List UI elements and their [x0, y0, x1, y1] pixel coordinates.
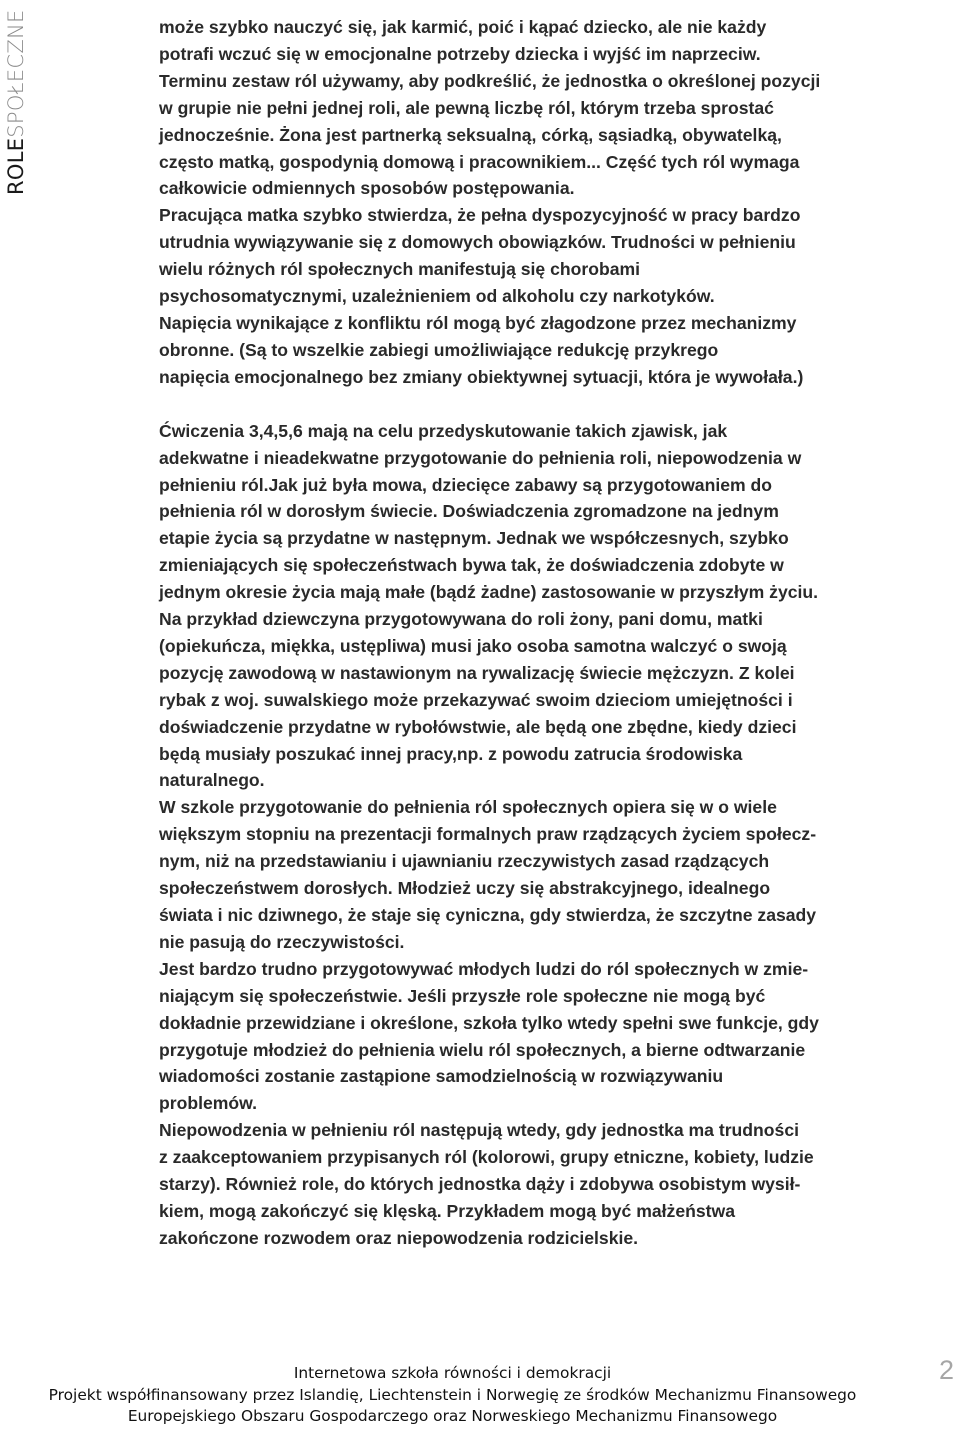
text-line: psychosomatycznymi, uzależnieniem od alkoholu czy narkotyków.: [159, 286, 715, 307]
text-line: Ćwiczenia 3,4,5,6 mają na celu przedyskutowanie takich zjawisk, jak: [159, 420, 728, 441]
text-line: pełnieniu ról.Jak już była mowa, dziecięce zabawy są przygotowaniem do: [159, 474, 773, 495]
text-line: większym stopniu na prezentacji formalnych praw rządzących życiem społecz-: [159, 824, 817, 845]
text-line: Napięcia wynikające z konfliktu ról mogą być złagodzone przez mechanizmy: [159, 312, 797, 333]
page-number: 2: [938, 1355, 954, 1385]
text-line: kiem, mogą zakończyć się klęską. Przykładem mogą być małżeństwa: [159, 1200, 735, 1221]
text-line: w grupie nie pełni jednej roli, ale pewną liczbę ról, którym trzeba sprostać: [159, 97, 774, 118]
page-footer: [0, 1363, 905, 1428]
text-line: Na przykład dziewczyna przygotowywana do roli żony, pani domu, matki: [159, 609, 763, 630]
text-line: etapie życia są przydatne w następnym. Jednak we współczesnych, szybko: [159, 528, 789, 549]
text-line: utrudnia wywiązywanie się z domowych obowiązków. Trudności w pełnieniu: [159, 232, 796, 253]
text-line: świata i nic dziwnego, że staje się cyniczna, gdy stwierdza, że szczytne zasady: [159, 905, 817, 925]
text-line: może szybko nauczyć się, jak karmić, poić i kąpać dziecko, ale nie każdy: [159, 17, 767, 37]
text-line: nie pasują do rzeczywistości.: [159, 931, 405, 952]
text-line: niającym się społeczeństwie. Jeśli przyszłe role społeczne nie mogą być: [159, 985, 766, 1006]
article-body: [159, 14, 945, 1252]
text-line: Niepowodzenia w pełnieniu ról następują wtedy, gdy jednostka ma trudności: [159, 1120, 799, 1141]
text-line: pozycję zawodową w nastawionym na rywalizację świecie mężczyzn. Z kolei: [159, 662, 795, 683]
text-line: nym, niż na przedstawianiu i ujawnianiu rzeczywistych zasad rządzących: [159, 851, 770, 872]
text-line: potrafi wczuć się w emocjonalne potrzeby dziecka i wyjść im naprzeciw.: [159, 43, 761, 64]
text-line: całkowicie odmiennych sposobów postępowania.: [159, 178, 575, 199]
text-line: zakończone rozwodem oraz niepowodzenia rodzicielskie.: [159, 1227, 639, 1248]
text-line: W szkole przygotowanie do pełnienia ról społecznych opiera się w o wiele: [159, 797, 777, 818]
text-line: (opiekuńcza, miękka, ustępliwa) musi jako osoba samotna walczyć o swoją: [159, 635, 787, 656]
text-line: Jest bardzo trudno przygotowywać młodych ludzi do ról społecznych w zmie-: [159, 958, 809, 979]
text-line: obronne. (Są to wszelkie zabiegi umożliwiające redukcję przykrego: [159, 339, 719, 360]
text-line: Pracująca matka szybko stwierdza, że pełna dyspozycyjność w pracy bardzo: [159, 205, 801, 226]
text-line: jednocześnie. Żona jest partnerką seksualną, córką, sąsiadką, obywatelką,: [159, 124, 782, 145]
footer-funding-line-2: Europejskiego Obszaru Gospodarczego oraz Norweskiego Mechanizmu Finansowego: [127, 1407, 778, 1425]
text-line: rybak z woj. suwalskiego może przekazywać swoim dzieciom umiejętności i: [159, 689, 793, 710]
text-line: naturalnego.: [159, 770, 265, 791]
text-line: adekwatne i nieadekwatne przygotowanie do pełnienia roli, niepowodzenia w: [159, 447, 802, 468]
text-line: Terminu zestaw ról używamy, aby podkreślić, że jednostka o określonej pozycji: [159, 70, 821, 91]
text-line: pełnienia ról w dorosłym świecie. Doświadczenia zgromadzone na jednym: [159, 501, 779, 522]
text-line: wiadomości zostanie zastąpione samodzielnością w rozwiązywaniu: [159, 1066, 724, 1087]
paragraph-2: [159, 418, 945, 1252]
side-section-title: [6, 9, 27, 195]
text-line: często matką, gospodynią domową i pracownikiem... Część tych ról wymaga: [159, 151, 800, 172]
paragraph-1: [159, 14, 945, 391]
text-line: będą musiały poszukać innej pracy,np. z powodu zatrucia środowiska: [159, 743, 743, 764]
text-line: problemów.: [159, 1093, 258, 1114]
text-line: społeczeństwem dorosłych. Młodzież uczy się abstrakcyjnego, idealnego: [159, 878, 771, 899]
text-line: wielu różnych ról społecznych manifestują się chorobami: [159, 259, 641, 280]
text-line: starzy). Również role, do których jednostka dąży i zdobywa osobistym wysił-: [159, 1174, 801, 1195]
side-title-part-role: ROLE: [4, 137, 28, 195]
text-line: napięcia emocjonalnego bez zmiany obiektywnej sytuacji, która je wywołała.): [159, 366, 804, 387]
text-line: przygotuje młodzież do pełnienia wielu ról społecznych, a bierne odtwarzanie: [159, 1039, 806, 1060]
text-line: z zaakceptowaniem przypisanych ról (kolorowi, grupy etniczne, kobiety, ludzie: [159, 1147, 814, 1168]
footer-funding-line-1: Projekt współfinansowany przez Islandię, Liechtenstein i Norwegię ze środków Mechanizmu Finansowego: [48, 1385, 857, 1404]
text-line: jednym okresie życia mają małe (bądź żadne) zastosowanie w przyszłym życiu.: [159, 582, 819, 603]
side-title-part-spoleczne: SPOŁECZNE: [4, 9, 28, 138]
text-line: doświadczenie przydatne w rybołówstwie, ale będą one zbędne, kiedy dzieci: [159, 716, 797, 737]
text-line: dokładnie przewidziane i określone, szkoła tylko wtedy spełni swe funkcje, gdy: [159, 1012, 819, 1033]
paragraph-gap: [159, 391, 945, 418]
footer-school-name: Internetowa szkoła równości i demokracji: [293, 1364, 612, 1382]
text-line: zmieniających się społeczeństwach bywa tak, że doświadczenia zdobyte w: [159, 555, 784, 576]
